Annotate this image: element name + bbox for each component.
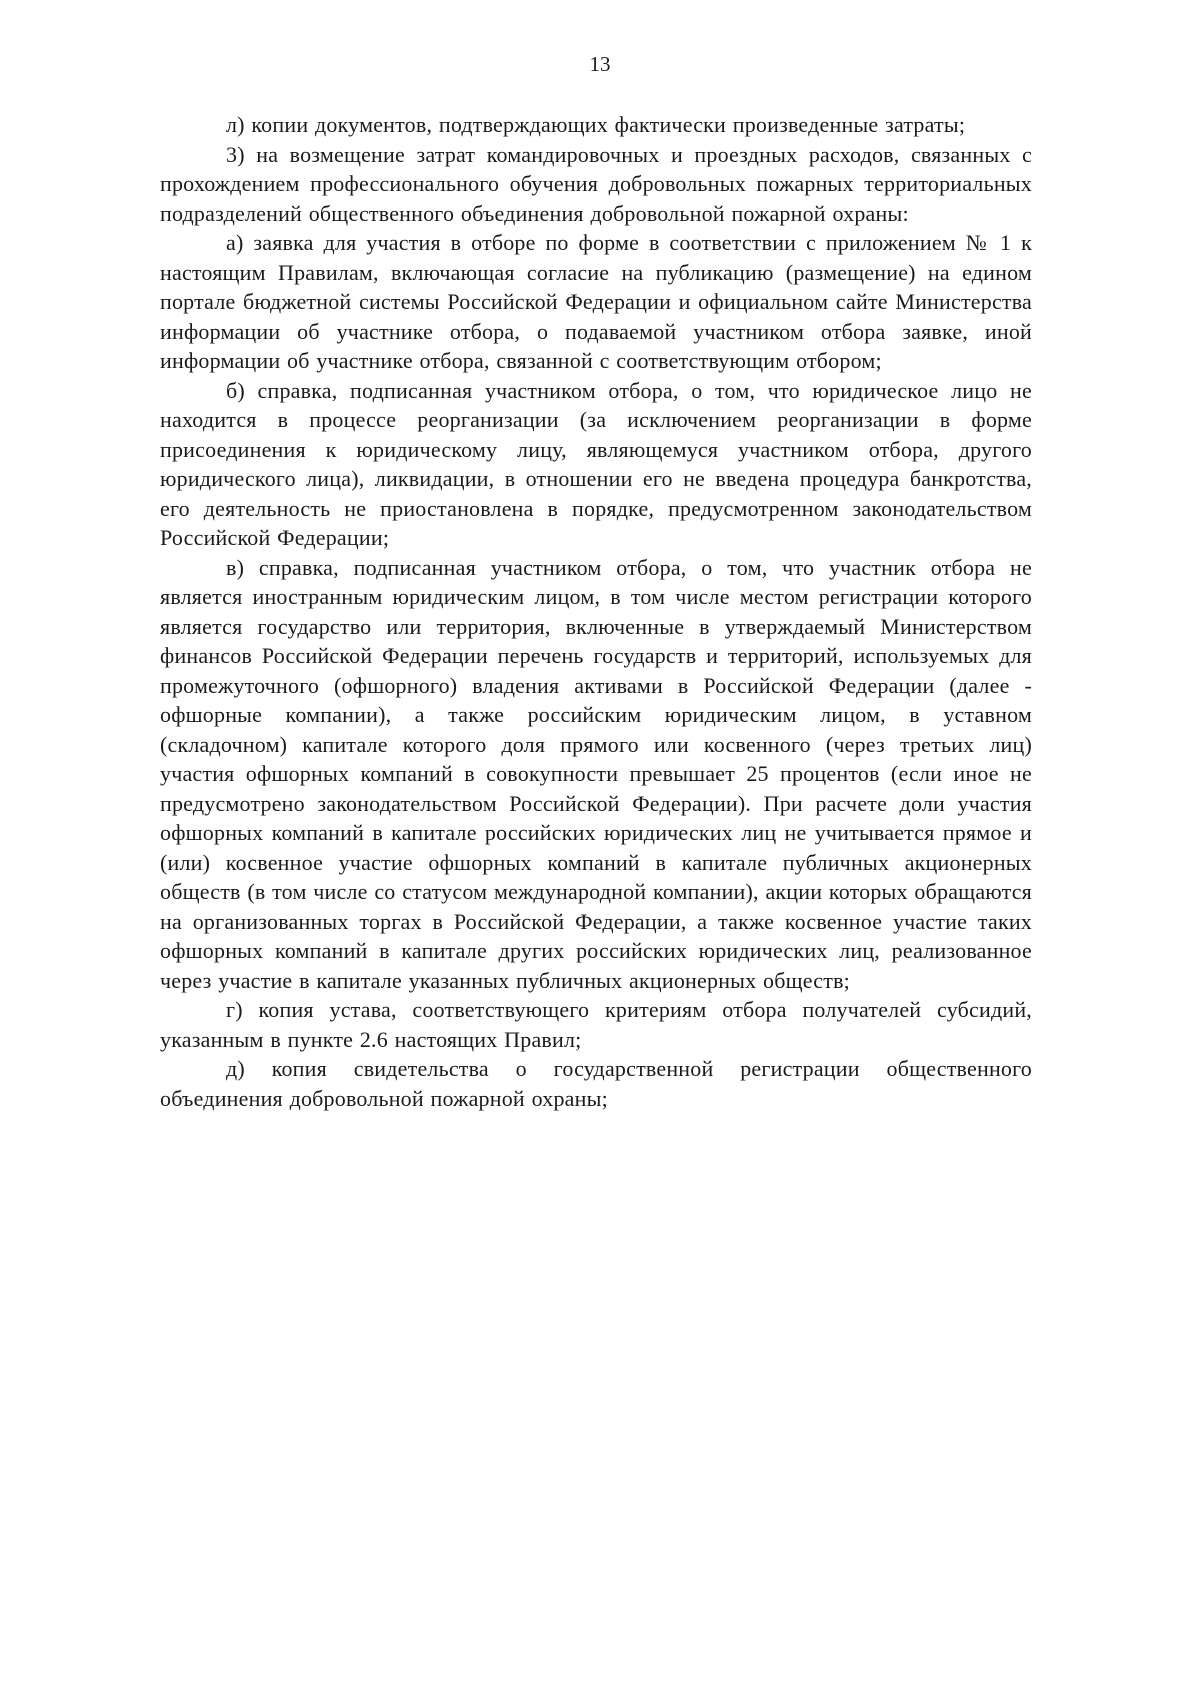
paragraph-item-g: г) копия устава, соответствующего критериям отбора получателей субсидий, указанным в пункте 2.6 настоящих Правил; — [160, 997, 1032, 1052]
page-number: 13 — [589, 52, 611, 76]
paragraph-item-v: в) справка, подписанная участником отбора, о том, что участник отбора не является иностранным юридическим лицом, в том числе местом регистрации которого является государство или территория, включенные в утверждаемый Министерством финансов Российской Федерации перечень государств и территорий, используемых для промежуточного (офшорного) владения активами в Российской Федерации (далее - офшорные компании), а также российским юридическим лицом, в уставном (складочном) капитале которого доля прямого или косвенного (через третьих лиц) участия офшорных компаний в совокупности превышает 25 процентов (если иное не предусмотрено законодательством Российской Федерации). При расчете доли участия офшорных компаний в капитале российских юридических лиц не учитывается прямое и (или) косвенное участие офшорных компаний в капитале публичных акционерных обществ (в том числе со статусом международной компании), акции которых обращаются на организованных торгах в Российской Федерации, а также косвенное участие таких офшорных компаний в капитале других российских юридических лиц, реализованное через участие в капитале указанных публичных акционерных обществ; — [160, 554, 1032, 993]
paragraph-item-a: а) заявка для участия в отборе по форме в соответствии с приложением № 1 к настоящим Правилам, включающая согласие на публикацию (размещение) на едином портале бюджетной системы Российской Федерации и официальном сайте Министерства информации об участнике отбора, о подаваемой участником отбора заявке, иной информации об участнике отбора, связанной с соответствующим отбором; — [160, 230, 1032, 373]
paragraph-item-3: 3) на возмещение затрат командировочных и проездных расходов, связанных с прохождением профессионального обучения добровольных пожарных территориальных подразделений общественного объединения добровольной пожарной охраны: — [160, 141, 1032, 226]
paragraph-item-l: л) копии документов, подтверждающих фактически произведенные затраты; — [226, 112, 966, 137]
paragraph-item-b: б) справка, подписанная участником отбора, о том, что юридическое лицо не находится в процессе реорганизации (за исключением реорганизации в форме присоединения к юридическому лицу, являющемуся участником отбора, другого юридического лица), ликвидации, в отношении его не введена процедура банкротства, его деятельность не приостановлена в порядке, предусмотренном законодательством Российской Федерации; — [160, 377, 1032, 550]
document-body — [160, 110, 1032, 1113]
paragraph-item-d: д) копия свидетельства о государственной регистрации общественного объединения добровольной пожарной охраны; — [160, 1056, 1032, 1111]
